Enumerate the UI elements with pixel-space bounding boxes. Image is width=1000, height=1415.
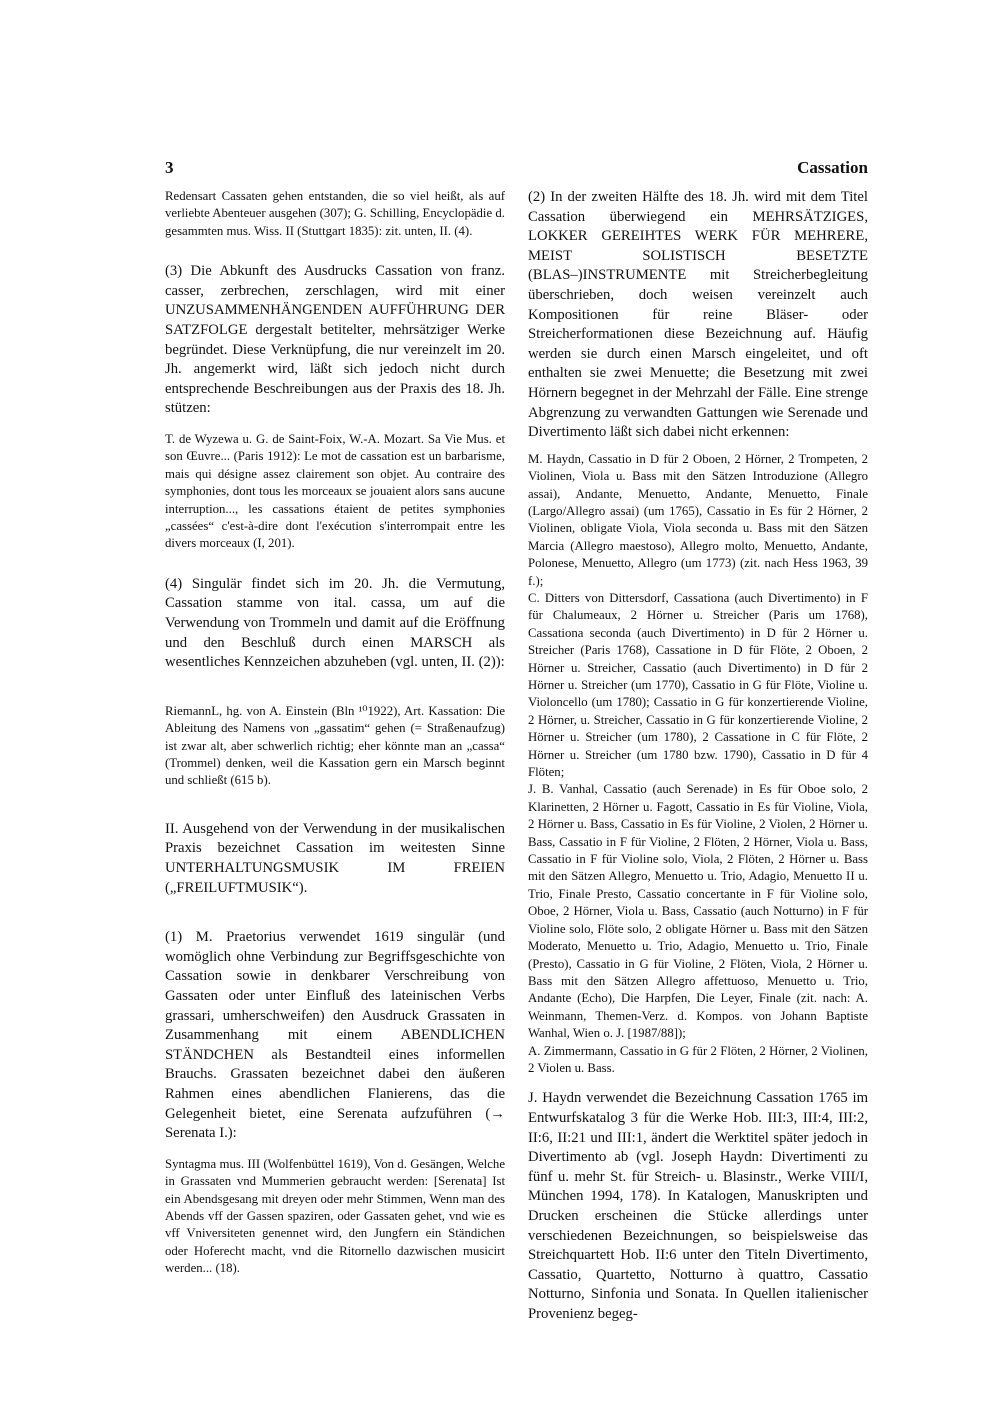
quote-m-haydn: M. Haydn, Cassatio in D für 2 Oboen, 2 Hörner, 2 Trompeten, 2 Violinen, Viola u. Bass mit den Sätzen Introduzione (Allegro assai), Andante, Menuetto, Andante, Menuetto, Finale (Largo/Allegro assai) (um 1765), Cassatio in Es für 2 Hörner, 2 Violinen, obligate Viola, Viola seconda u. Bass mit den Sätzen Marcia (Allegro maestoso), Allegro molto, Menuetto, Andante, Polonese, Menuetto, Allegro (um 1773) (zit. nach Hess 1963, 39 f.);	[528, 451, 868, 588]
paragraph-zweite-haelfte: (2) In der zweiten Hälfte des 18. Jh. wird mit dem Titel Cassation überwiegend ein MEHRSÄTZIGES, LOKKER GEREIHTES WERK FÜR MEHRERE, MEIST SOLISTISCH BESETZTE (BLAS–)INSTRUMENTE mit Streicherbegleitung überschrieben, doch weisen vereinzelt auch Kompositionen für reine Bläser- oder Streicherformationen diese Bezeichnung auf. Häufig werden sie durch einen Marsch eingeleitet, und oft enthalten sie zwei Menuette; die Besetzung mit zwei Hörnern begegnet in der Mehrzahl der Fälle. Eine strenge Abgrenzung zu verwandten Gattungen wie Serenade und Divertimento läßt sich dabei nicht erkennen:	[528, 189, 868, 441]
quote-vanhal: J. B. Vanhal, Cassatio (auch Serenade) in Es für Oboe solo, 2 Klarinetten, 2 Hörner u. Fagott, Cassatio in Es für Violine, Viola, 2 Hörner u. Bass, Cassatio in Es für Violine, 2 Violen, 2 Hörner u. Bass, Cassatio in F für Violine, 2 Flöten, 2 Hörner, Viola u. Bass, Cassatio in F für Violine solo, Viola, 2 Flöten, 2 Hörner u. Bass mit den Sätzen Allegro, Menuetto u. Trio, Adagio, Menuetto II u. Trio, Finale Presto, Cassatio concertante in F für Violine solo, Oboe, 2 Hörner, Viola u. Bass, Cassatio (auch Notturno) in F für Violine solo, Flöte solo, 2 obligate Hörner u. Bass mit den Sätzen Moderato, Menuetto u. Trio, Adagio, Menuetto u. Trio, Finale (Presto), Cassatio in G für Violine, 2 Flöten, Viola, 2 Hörner u. Bass mit den Sätzen Allegro affettuoso, Menuetto u. Trio, Andante (Echo), Die Harpfen, Die Leyer, Finale (zit. nach: A. Weinmann, Themen-Verz. d. Kompos. von Johann Baptiste Wanhal, Wien o. J. [1987/88]);	[528, 782, 868, 1041]
paragraph-praetorius: (1) M. Praetorius verwendet 1619 singulär (und womöglich ohne Verbindung zur Begriffsgeschichte von Cassation sowie in denkbarer Verschreibung von Gassaten oder unter Einfluß des lateinischen Verbs grassari, umherschweifen) den Ausdruck Grassaten in Zusammenhang mit einem ABENDLICHEN STÄNDCHEN als Bestandteil eines informellen Brauchs. Grassaten bezeichnet dabei den äußeren Rahmen eines abendlichen Flanierens, das die Gelegenheit bietet, eine Serenata aufzuführen (→ Serenata I.):	[165, 929, 505, 1142]
left-column	[165, 188, 505, 1278]
paragraph-singulaer: (4) Singulär findet sich im 20. Jh. die Vermutung, Cassation stamme von ital. cassa, um auf die Verwendung von Trommeln und damit auf die Eröffnung und den Beschluß durch einen MARSCH als wesentliches Kennzeichen abzuheben (vgl. unten, II. (2)):	[165, 575, 505, 671]
running-title: Cassation	[797, 158, 868, 177]
paragraph-abkunft: (3) Die Abkunft des Ausdrucks Cassation von franz. casser, zerbrechen, zerschlagen, wird mit einer UNZUSAMMENHÄNGENDEN AUFFÜHRUNG DER SATZFOLGE dergestalt betitelter, mehrsätziger Werke begründet. Diese Verknüpfung, die nur vereinzelt im 20. Jh. angemerkt wird, läßt sich jedoch nicht durch entsprechende Beschreibungen aus der Praxis des 18. Jh. stützen:	[165, 263, 505, 417]
quote-dittersdorf: C. Ditters von Dittersdorf, Cassationa (auch Divertimento) in F für Chalumeaux, 2 Hörner u. Streicher (Paris um 1768), Cassationa seconda (auch Divertimento) in D für 2 Hörner u. Streicher (Paris 1768), Cassatione in D für Flöte, 2 Oboen, 2 Hörner u. Streicher, Cassatio (auch Divertimento) in D für 2 Hörner u. Streicher (um 1770), Cassatio in G für Flöte, Violine u. Violoncello (um 1780); Cassatio in G für konzertierende Violine, 2 Hörner, u. Streicher, Cassatio in G für konzertierende Violine, 2 Hörner u. Streicher (um 1780), 2 Cassatione in C für Flöte, 2 Hörner u. Streicher (um 1780 bzw. 1790), Cassatio in D für 4 Flöten;	[528, 590, 868, 780]
quote-syntagma: Syntagma mus. III (Wolfenbüttel 1619), Von d. Gesängen, Welche in Grassaten vnd Mummerien gebraucht werden: [Serenata] Ist ein Abendsgesang mit dreyen oder mehr Stimmen, Wenn man des Abends vff der Gassen spaziren, oder Gassaten gehet, vnd wie es vff Vniversiteten genennet wird, den Jungfern ein Ständichen oder Hoferecht macht, vnd die Ritornello dazwischen musicirt werden... (18).	[165, 1156, 505, 1276]
paragraph-section-two: II. Ausgehend von der Verwendung in der musikalischen Praxis bezeichnet Cassation im weitesten Sinne UNTERHALTUNGSMUSIK IM FREIEN („FREILUFTMUSIK“).	[165, 820, 505, 896]
page-number: 3	[165, 158, 174, 177]
paragraph-redensart: Redensart Cassaten gehen entstanden, die so viel heißt, als auf verliebte Abenteuer ausgehen (307); G. Schilling, Encyclopädie d. gesammten mus. Wiss. II (Stuttgart 1835): zit. unten, II. (4).	[165, 189, 505, 238]
quote-riemann: RiemannL, hg. von A. Einstein (Bln ¹⁰1922), Art. Kassation: Die Ableitung des Namens von „gassatim“ gehen (= Straßenaufzug) ist zwar alt, aber schwerlich richtig; eher könnte man an „cassa“ (Trommel) denken, weil die Kassation gern ein Marsch beginnt und schließt (615 b).	[165, 703, 505, 788]
quote-wyzewa: T. de Wyzewa u. G. de Saint-Foix, W.-A. Mozart. Sa Vie Mus. et son Œuvre... (Paris 1912): Le mot de cassation est un barbarisme, mais qui désigne assez clairement son objet. Au contraire des symphonies, dont tous les morceaux se jouaient alors sans aucune interruption..., les cassations étaient de petites symphonies „cassées“ c'est-à-dire dont l'exécution s'interrompait entre les divers morceaux (I, 201).	[165, 431, 505, 551]
paragraph-j-haydn: J. Haydn verwendet die Bezeichnung Cassation 1765 im Entwurfskatalog 3 für die Werke Hob. III:3, III:4, III:2, II:6, II:21 und III:1, ändert die Werktitel später jedoch in Divertimento ab (vgl. Joseph Haydn: Divertimenti zu fünf u. mehr St. für Streich- u. Blasinstr., Werke VIII/I, München 1994, 178). In Katalogen, Manuskripten und Drucken erscheinen die Stücke allerdings unter verschiedenen Bezeichnungen, so beispielsweise das Streichquartett Hob. II:6 unter den Titeln Divertimento, Cassatio, Quartetto, Notturno à quattro, Cassatio Notturno, Sinfonia und Sonata. In Quellen italienischer Provenienz begeg-	[528, 1090, 868, 1322]
quote-zimmermann: A. Zimmermann, Cassatio in G für 2 Flöten, 2 Hörner, 2 Violinen, 2 Violen u. Bass.	[528, 1043, 868, 1075]
right-column	[528, 188, 868, 1324]
